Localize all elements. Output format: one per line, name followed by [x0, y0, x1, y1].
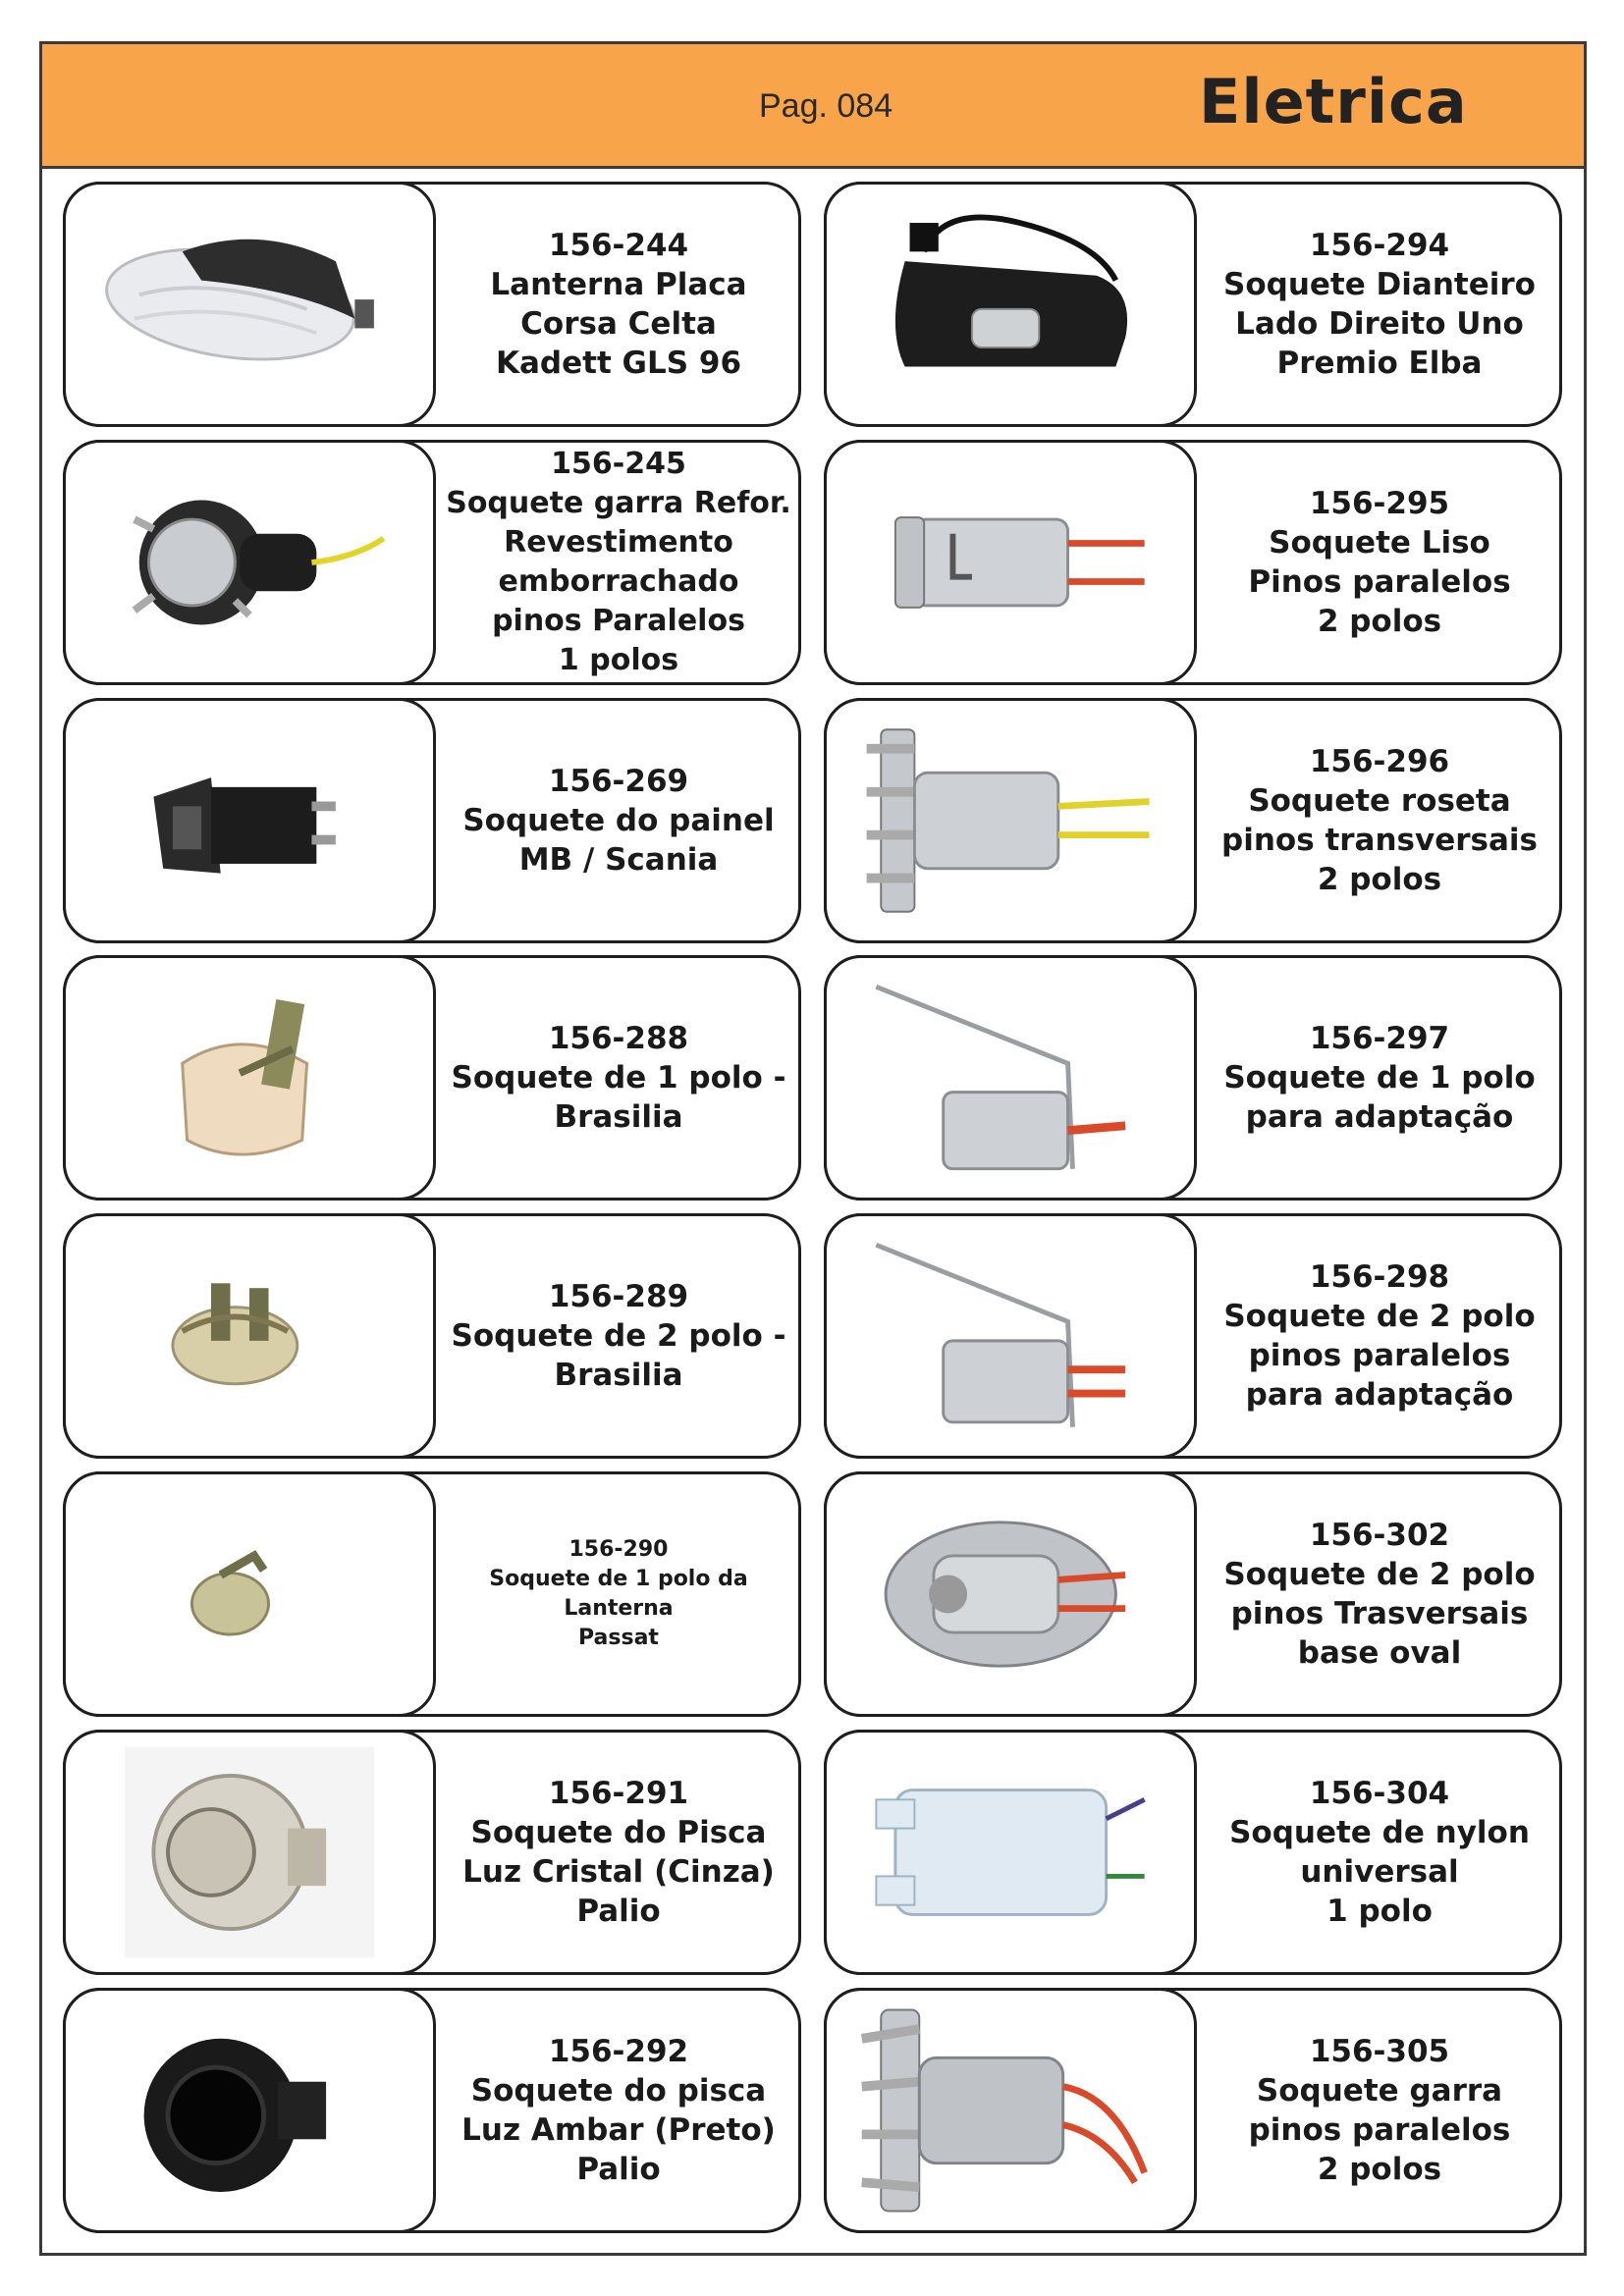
product-text: [1197, 958, 1562, 1198]
product-card: [63, 698, 801, 943]
product-card: [63, 182, 801, 427]
rubber-claw-socket-icon: [63, 440, 436, 685]
product-code: 156-244: [548, 228, 689, 263]
page-number: Pag. 084: [759, 87, 893, 125]
product-code: 156-296: [1309, 744, 1450, 779]
product-description: Soquete de 2 polo pinos paralelos para adaptação: [1223, 1299, 1536, 1413]
product-card: [63, 1730, 801, 1975]
product-description: Soquete de 1 polo para adaptação: [1223, 1060, 1536, 1135]
product-text: [436, 1474, 801, 1714]
product-code: 156-245: [551, 447, 686, 481]
product-text: [436, 1733, 801, 1972]
product-code: 156-292: [548, 2034, 689, 2069]
product-card: [63, 1213, 801, 1459]
product-card: [824, 698, 1562, 943]
product-description: Soquete de nylon universal 1 polo: [1229, 1815, 1530, 1929]
product-code: 156-269: [548, 764, 689, 799]
product-code: 156-291: [548, 1776, 689, 1811]
product-text: [436, 1216, 801, 1456]
product-card: [824, 1471, 1562, 1717]
two-pole-socket-icon: [63, 1213, 436, 1459]
product-text: [1197, 185, 1562, 424]
product-code: 156-288: [548, 1021, 689, 1056]
product-text: [436, 701, 801, 940]
product-card: [63, 440, 801, 685]
product-card: [63, 1988, 801, 2233]
product-card: [63, 1471, 801, 1717]
black-blinker-socket-icon: [63, 1988, 436, 2233]
product-code: 156-297: [1309, 1021, 1450, 1056]
product-description: Soquete de 2 polo - Brasilia: [451, 1318, 786, 1393]
product-card: [824, 1988, 1562, 2233]
product-text: [1197, 1733, 1562, 1972]
product-description: Soquete de 2 polo pinos Trasversais base oval: [1223, 1557, 1536, 1671]
product-description: Soquete Liso Pinos paralelos 2 polos: [1248, 525, 1511, 639]
product-card: [63, 955, 801, 1201]
product-text: [436, 185, 801, 424]
product-text: [436, 1991, 801, 2230]
product-card: [824, 440, 1562, 685]
product-text: [436, 958, 801, 1198]
product-description: Soquete do Pisca Luz Cristal (Cinza) Palio: [462, 1815, 775, 1929]
product-code: 156-294: [1309, 228, 1450, 263]
page-header: [42, 44, 1584, 169]
product-description: Lanterna Placa Corsa Celta Kadett GLS 96: [490, 267, 747, 381]
product-description: Soquete garra pinos paralelos 2 polos: [1248, 2073, 1511, 2187]
passat-lamp-socket-icon: [63, 1471, 436, 1717]
front-socket-icon: [824, 182, 1197, 427]
claw-socket-icon: [824, 1988, 1197, 2233]
nylon-socket-icon: [824, 1730, 1197, 1975]
one-pole-socket-icon: [63, 955, 436, 1201]
product-description: Soquete de 1 polo - Brasilia: [451, 1060, 786, 1135]
product-description: Soquete Dianteiro Lado Direito Uno Premio Elba: [1223, 267, 1536, 381]
product-description: Soquete do painel MB / Scania: [462, 803, 775, 878]
adapter-two-pole-socket-icon: [824, 1213, 1197, 1459]
product-description: Soquete de 1 polo da Lanterna Passat: [489, 1567, 748, 1650]
product-description: Soquete roseta pinos transversais 2 polos: [1221, 783, 1538, 897]
product-code: 156-304: [1309, 1776, 1450, 1811]
product-text: [1197, 443, 1562, 682]
smooth-socket-icon: [824, 440, 1197, 685]
product-text: [436, 443, 801, 682]
product-description: Soquete garra Refor. Revestimento emborrachado pinos Paralelos 1 polos: [446, 486, 791, 677]
panel-socket-icon: [63, 698, 436, 943]
product-card: [824, 1213, 1562, 1459]
product-card: [824, 1730, 1562, 1975]
rosette-socket-icon: [824, 698, 1197, 943]
section-title: Eletrica: [1199, 66, 1468, 137]
grey-blinker-socket-icon: [63, 1730, 436, 1975]
product-code: 156-289: [548, 1279, 689, 1314]
product-text: [1197, 1216, 1562, 1456]
product-code: 156-290: [568, 1537, 669, 1562]
product-text: [1197, 1474, 1562, 1714]
product-code: 156-295: [1309, 486, 1450, 521]
product-description: Soquete do pisca Luz Ambar (Preto) Palio: [461, 2073, 776, 2187]
oval-base-socket-icon: [824, 1471, 1197, 1717]
product-text: [1197, 701, 1562, 940]
product-code: 156-298: [1309, 1259, 1450, 1295]
product-card: [824, 955, 1562, 1201]
product-text: [1197, 1991, 1562, 2230]
product-code: 156-305: [1309, 2034, 1450, 2069]
product-code: 156-302: [1309, 1518, 1450, 1553]
adapter-socket-icon: [824, 955, 1197, 1201]
license-plate-lamp-icon: [63, 182, 436, 427]
product-card: [824, 182, 1562, 427]
